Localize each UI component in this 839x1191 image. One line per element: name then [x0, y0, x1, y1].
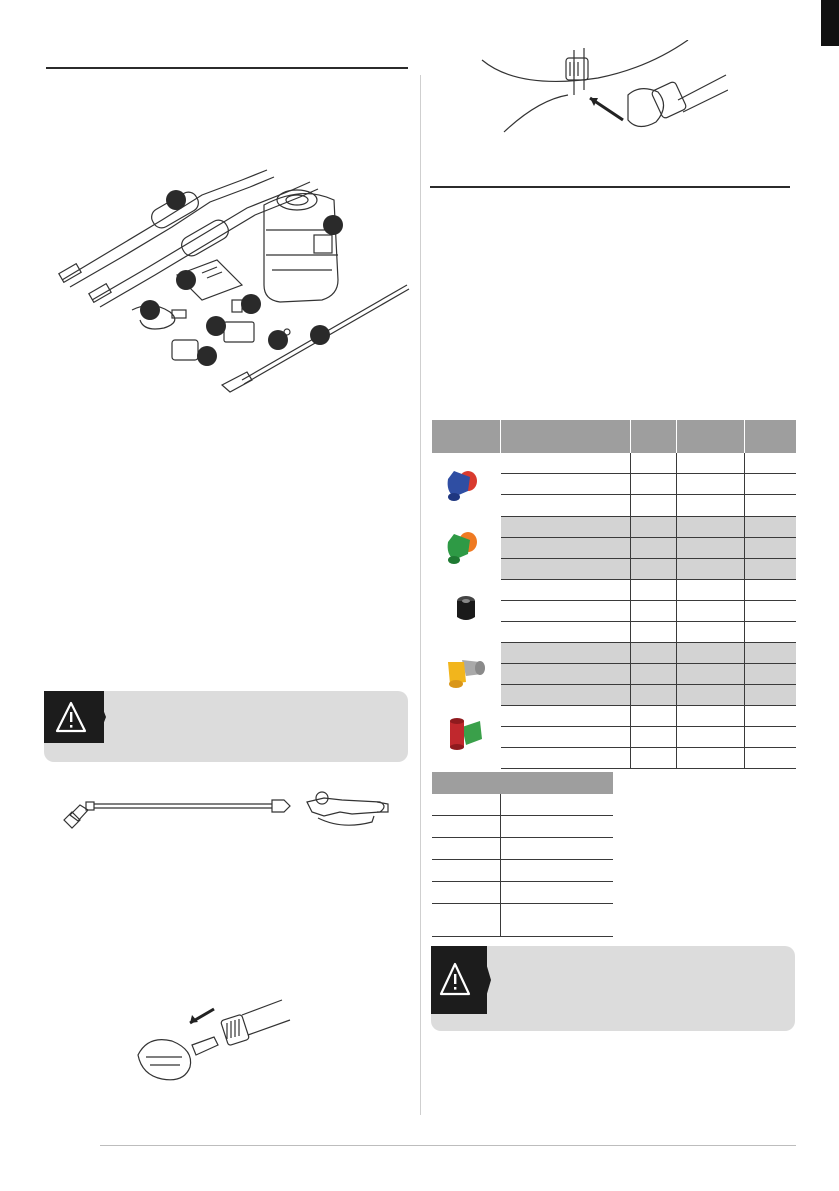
cell [676, 537, 744, 558]
table-row [432, 860, 613, 882]
cell [630, 663, 676, 684]
nozzle-removal-arrow-icon [132, 995, 292, 1085]
cell [744, 495, 796, 516]
cell [744, 453, 796, 474]
cell [676, 726, 744, 747]
cell [432, 816, 500, 838]
cell [676, 663, 744, 684]
table-row [432, 516, 796, 537]
cell [744, 579, 796, 600]
cell [432, 838, 500, 860]
cell [630, 495, 676, 516]
callout-6 [206, 316, 226, 336]
cell [676, 516, 744, 537]
cell [630, 705, 676, 726]
cell [501, 705, 631, 726]
left-section-rule [46, 67, 408, 69]
cell [500, 794, 613, 816]
callout-4 [241, 294, 261, 314]
table-row [432, 882, 613, 904]
cell [676, 474, 744, 495]
table-row [432, 794, 613, 816]
right-warning-box [431, 946, 795, 1031]
table-row [432, 642, 796, 663]
header-cell [501, 420, 631, 453]
cell [630, 621, 676, 642]
cell [500, 882, 613, 904]
footer-rule [100, 1145, 796, 1146]
cell [501, 516, 631, 537]
cell [630, 684, 676, 705]
warning-triangle-icon [431, 946, 487, 1014]
cell [501, 663, 631, 684]
cell [744, 537, 796, 558]
cell [630, 600, 676, 621]
spray-lance-assembly-icon [62, 790, 392, 840]
cell [630, 642, 676, 663]
cell [744, 516, 796, 537]
cell [744, 642, 796, 663]
callout-7 [310, 325, 330, 345]
table-row [432, 904, 613, 937]
green-orange-nozzle-icon [432, 516, 501, 579]
cell [744, 747, 796, 768]
cell [501, 642, 631, 663]
callout-3 [176, 270, 196, 290]
cell [630, 537, 676, 558]
cell [501, 495, 631, 516]
cell [501, 474, 631, 495]
cell [501, 453, 631, 474]
cell [501, 579, 631, 600]
conversion-table-header [432, 772, 613, 794]
cell [676, 558, 744, 579]
yellow-grey-nozzle-icon [432, 642, 501, 705]
cell [432, 904, 500, 937]
cell [500, 860, 613, 882]
cell [500, 816, 613, 838]
right-section-rule [430, 186, 790, 188]
cell [501, 684, 631, 705]
cell [500, 838, 613, 860]
cell [501, 726, 631, 747]
cell [744, 600, 796, 621]
table-row [432, 816, 613, 838]
cell [432, 794, 500, 816]
cell [676, 579, 744, 600]
cell [676, 705, 744, 726]
black-nozzle-icon [432, 579, 501, 642]
nozzle-table [432, 420, 796, 769]
cell [630, 747, 676, 768]
cell [744, 726, 796, 747]
cell [501, 558, 631, 579]
header-cell [744, 420, 796, 453]
callout-9 [197, 346, 217, 366]
cell [744, 663, 796, 684]
table-row [432, 838, 613, 860]
header-cell [432, 420, 501, 453]
table-row [432, 453, 796, 474]
blue-red-nozzle-icon [432, 453, 501, 516]
side-tab [821, 0, 839, 46]
cell [500, 904, 613, 937]
warning-triangle-icon [44, 691, 104, 743]
cell [630, 453, 676, 474]
cell [501, 537, 631, 558]
cell [501, 600, 631, 621]
cell [676, 600, 744, 621]
cell [676, 642, 744, 663]
header-cell [630, 420, 676, 453]
cell [744, 558, 796, 579]
cell [630, 558, 676, 579]
cell [630, 726, 676, 747]
cell [744, 474, 796, 495]
callout-5 [140, 300, 160, 320]
sprayer-parts-exploded-icon [52, 160, 412, 400]
cell [676, 453, 744, 474]
conversion-table [432, 772, 613, 937]
callout-2 [323, 215, 343, 235]
left-warning-box [44, 691, 408, 762]
callout-1 [166, 190, 186, 210]
red-green-nozzle-icon [432, 705, 501, 768]
table-row [432, 705, 796, 726]
cell [630, 474, 676, 495]
cell [501, 621, 631, 642]
column-separator [420, 75, 421, 1115]
cell [744, 621, 796, 642]
cell [501, 747, 631, 768]
callout-8 [268, 330, 288, 350]
cell [630, 579, 676, 600]
hose-connection-arrow-icon [478, 40, 728, 135]
cell [744, 705, 796, 726]
nozzle-table-header [432, 420, 796, 453]
cell [676, 495, 744, 516]
cell [630, 516, 676, 537]
cell [676, 747, 744, 768]
header-cell [676, 420, 744, 453]
cell [432, 882, 500, 904]
cell [676, 684, 744, 705]
table-row [432, 579, 796, 600]
cell [432, 860, 500, 882]
cell [676, 621, 744, 642]
cell [744, 684, 796, 705]
